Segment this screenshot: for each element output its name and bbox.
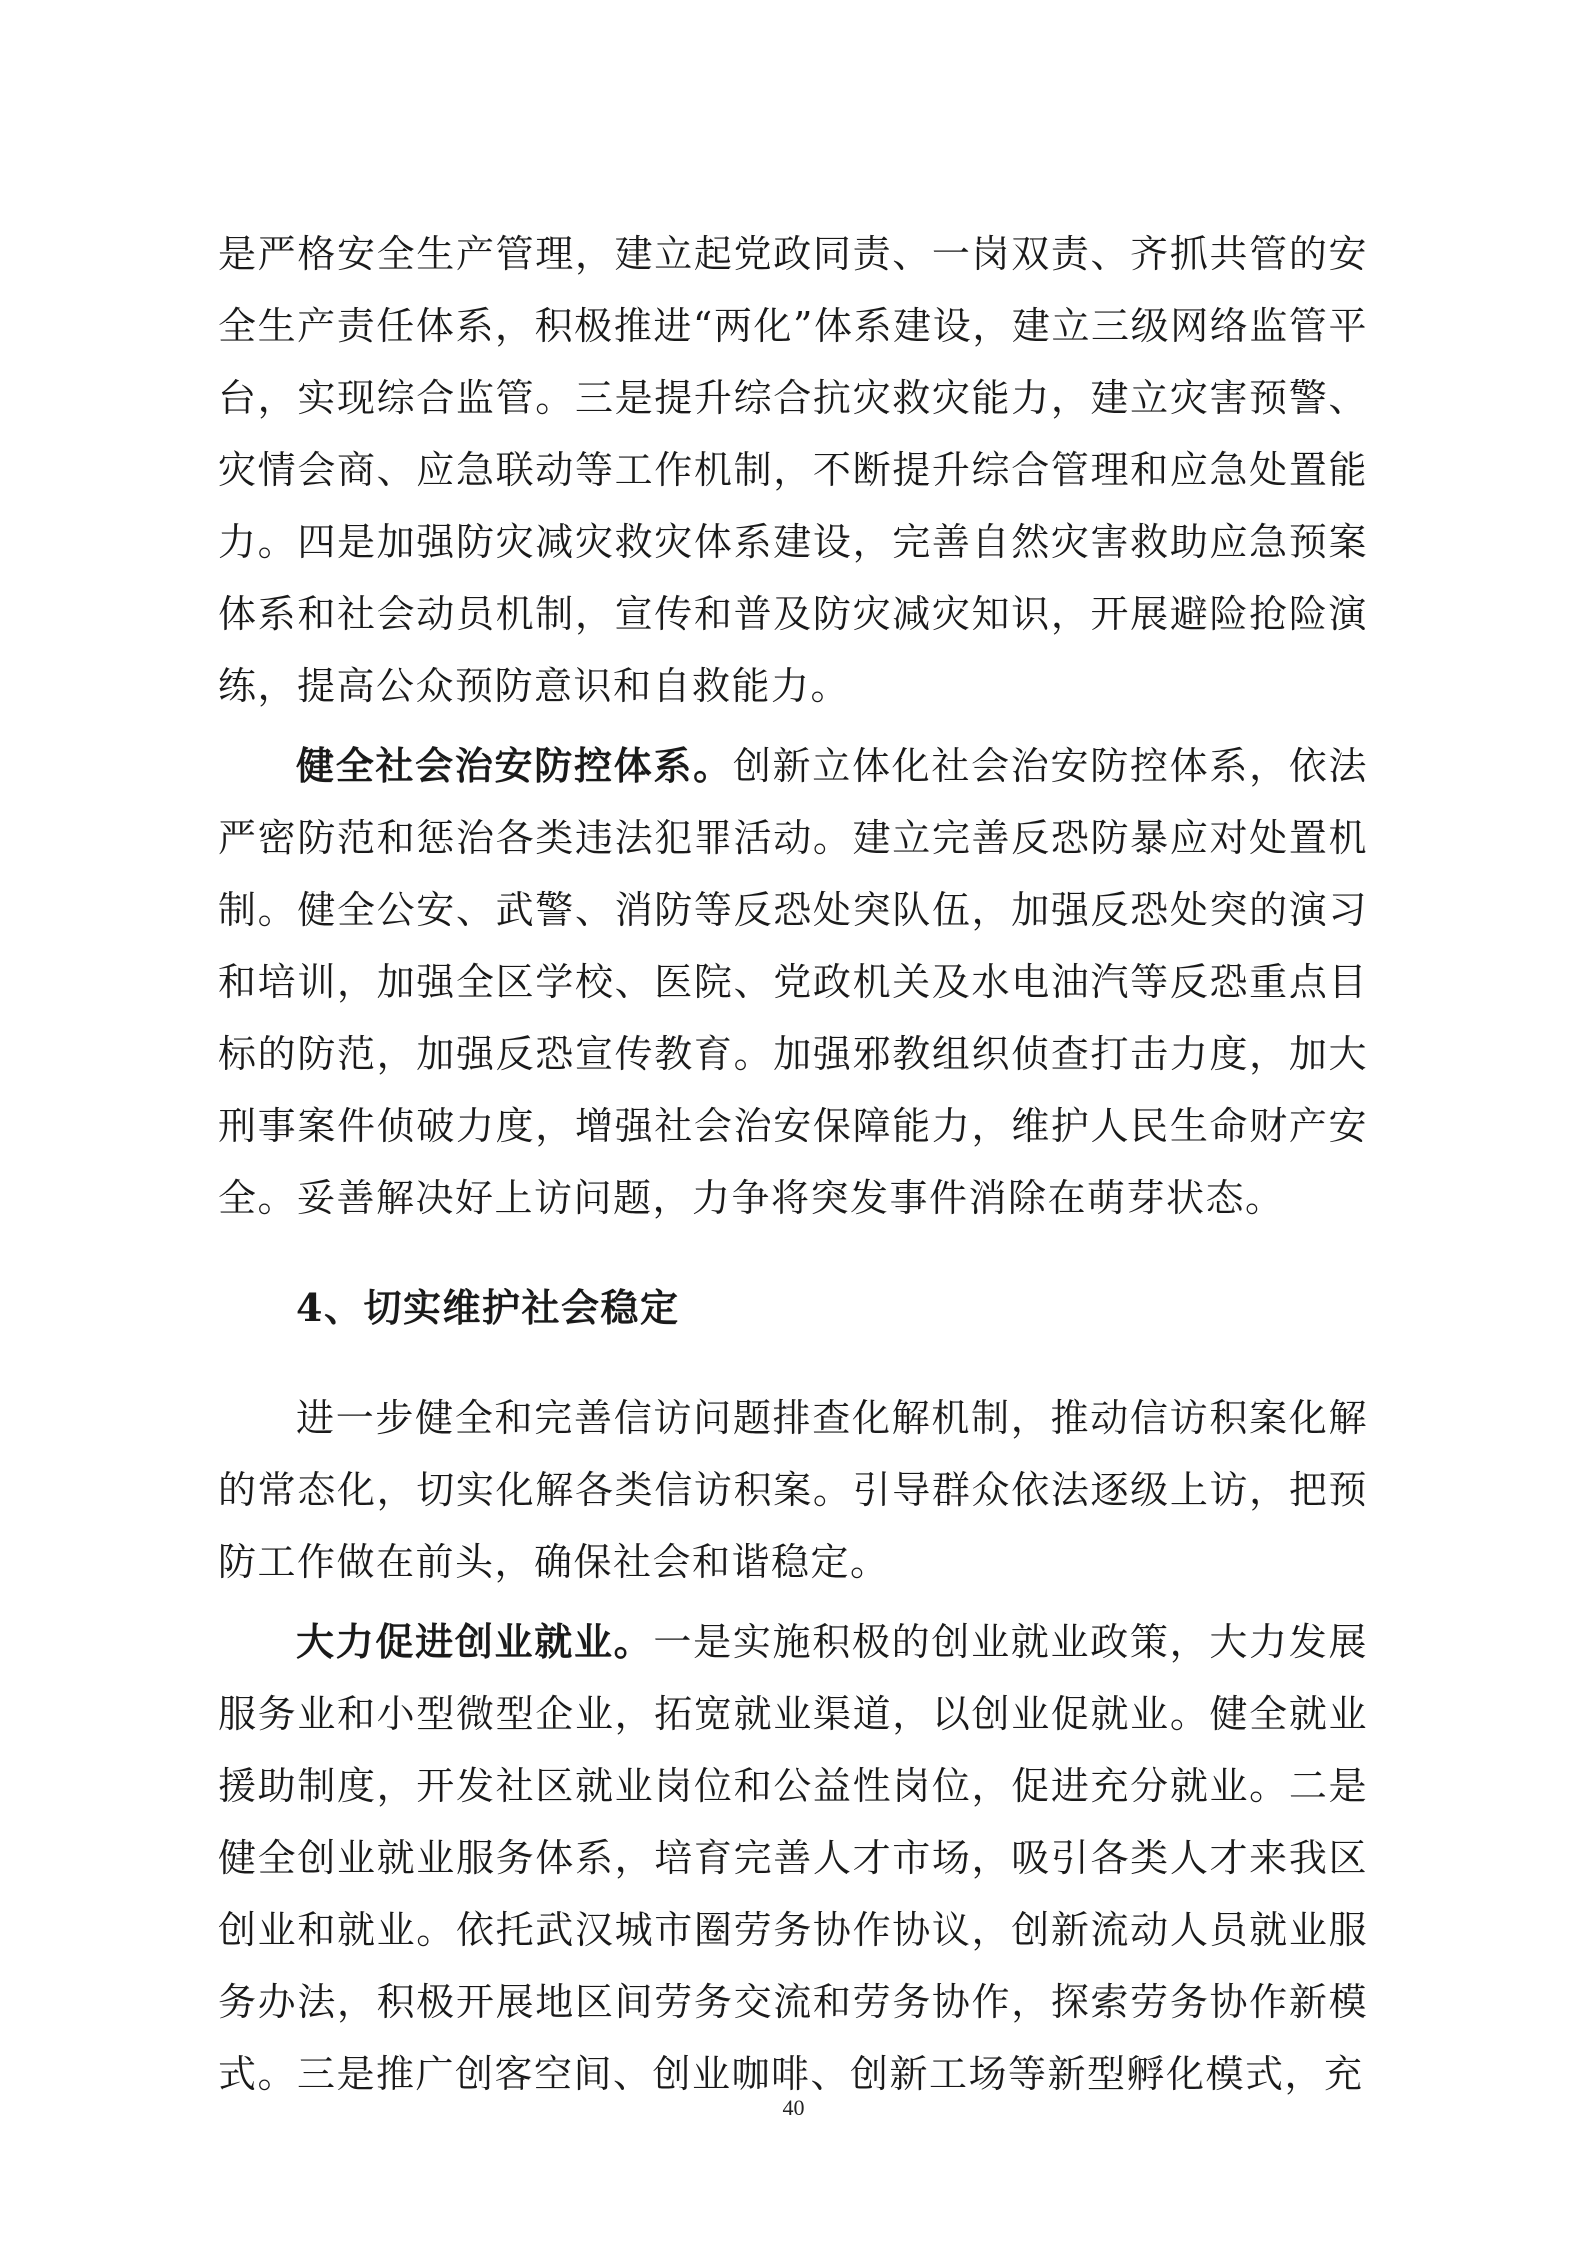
paragraph-safety-continued xyxy=(218,218,1368,722)
paragraph-employment xyxy=(218,1606,1368,2110)
paragraph-text: 一是实施积极的创业就业政策，大力发展服务业和小型微型企业，拓宽就业渠道，以创业促就业。健全就业援助制度，开发社区就业岗位和公益性岗位，促进充分就业。二是健全创业就业服务体系，培育完善人才市场，吸引各类人才来我区创业和就业。依托武汉城市圈劳务协作协议，创新流动人员就业服务办法，积极开展地区间劳务交流和劳务协作，探索劳务协作新模式。三是推广创客空间、创业咖啡、创新工场等新型孵化模式，充 xyxy=(218,1620,1368,2096)
paragraph-petition xyxy=(218,1382,1368,1598)
paragraph-text: 进一步健全和完善信访问题排查化解机制，推动信访积案化解的常态化，切实化解各类信访积案。引导群众依法逐级上访，把预防工作做在前头，确保社会和谐稳定。 xyxy=(218,1396,1368,1584)
section-heading: 4、切实维护社会稳定 xyxy=(296,1285,680,1330)
paragraph-text: 创新立体化社会治安防控体系，依法严密防范和惩治各类违法犯罪活动。建立完善反恐防暴应对处置机制。健全公安、武警、消防等反恐处突队伍，加强反恐处突的演习和培训，加强全区学校、医院、党政机关及水电油汽等反恐重点目标的防范，加强反恐宣传教育。加强邪教组织侦查打击力度，加大刑事案件侦破力度，增强社会治安保障能力，维护人民生命财产安全。妥善解决好上访问题，力争将突发事件消除在萌芽状态。 xyxy=(218,744,1368,1220)
paragraph-text: 是严格安全生产管理，建立起党政同责、一岗双责、齐抓共管的安全生产责任体系，积极推进“两化”体系建设，建立三级网络监管平台，实现综合监管。三是提升综合抗灾救灾能力，建立灾害预警、灾情会商、应急联动等工作机制，不断提升综合管理和应急处置能力。四是加强防灾减灾救灾体系建设，完善自然灾害救助应急预案体系和社会动员机制，宣传和普及防灾减灾知识，开展避险抢险演练，提高公众预防意识和自救能力。 xyxy=(218,232,1368,708)
document-body xyxy=(218,218,1368,2110)
paragraph-lead: 健全社会治安防控体系。 xyxy=(296,743,733,788)
paragraph-lead: 大力促进创业就业。 xyxy=(296,1619,654,1664)
page-number: 40 xyxy=(782,2095,805,2120)
paragraph-public-security xyxy=(218,730,1368,1234)
